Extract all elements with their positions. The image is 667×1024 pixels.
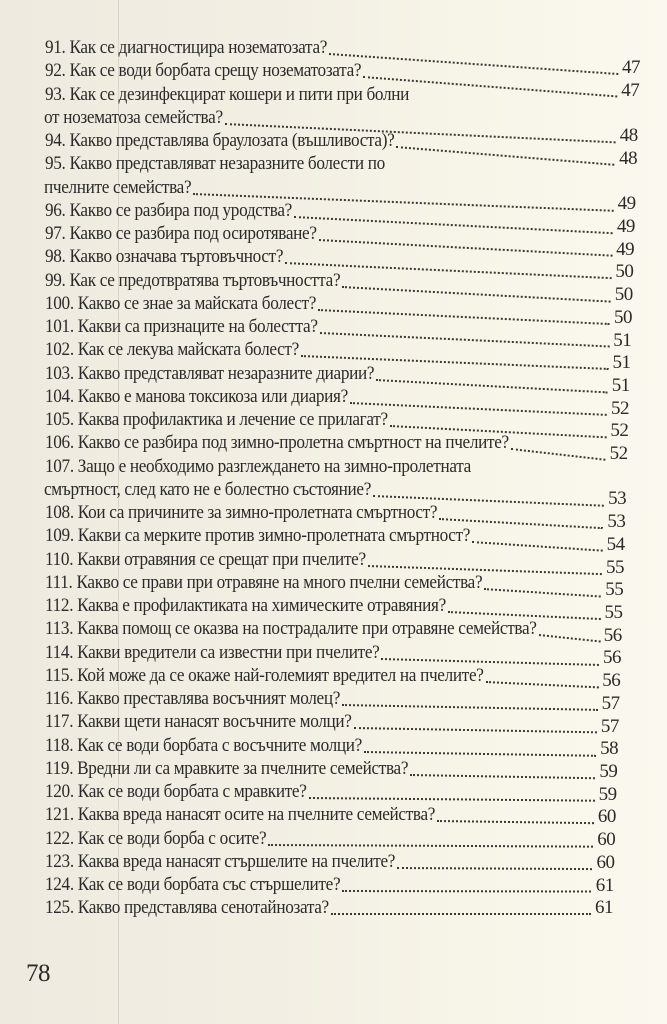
toc-entry-text: 120. Как се води борбата с мравките?: [45, 782, 307, 802]
toc-entry-title: [45, 688, 362, 710]
toc-entry-title: [45, 386, 371, 408]
dotted-leader: [342, 704, 598, 711]
toc-entry-title: [45, 223, 337, 245]
toc-page-number: 55: [605, 556, 624, 578]
dotted-leader: [354, 727, 597, 733]
toc-entry-text: 94. Какво представлява браулозата (въшливоста)?: [45, 131, 395, 151]
toc-page-number: 55: [605, 579, 624, 601]
dotted-leader: [396, 146, 615, 166]
toc-page-number: 50: [615, 261, 634, 283]
toc-entry-title: [45, 595, 476, 617]
page-number: 78: [26, 960, 50, 987]
toc-page-number: 48: [619, 125, 638, 147]
toc-entry-title: [45, 153, 411, 175]
toc-entry-text: 96. Какво се разбира под уродства?: [45, 200, 292, 221]
toc-entry-text: 97. Какво се разбира под осиротяване?: [45, 224, 317, 244]
toc-entry-text: 98. Какво означава търтовъчност?: [45, 247, 284, 268]
toc-entry-title: [45, 37, 348, 59]
toc-entry-title: [45, 339, 318, 361]
toc-entry-text: 93. Как се дезинфекцират кошери и пити при болни: [45, 84, 409, 105]
toc-entry-title: [45, 618, 574, 640]
toc-page-number: 52: [610, 420, 629, 442]
toc-entry-text: 123. Каква вреда нанасят стършелите на пчелите?: [45, 851, 396, 872]
dotted-leader: [342, 286, 611, 303]
toc-entry-text: 92. Как се води борбата срещу нозематозата?: [45, 61, 362, 82]
toc-entry-text: 121. Каква вреда нанасят осите на пчелните семейства?: [45, 805, 436, 826]
toc-entry-text: 113. Каква помощ се оказва на пострадалите при отравяне семейства?: [45, 619, 537, 640]
toc-page-number: 53: [608, 488, 627, 510]
toc-entry-text: 107. Защо е необходимо разглеждането на зимно-пролетната: [45, 456, 471, 477]
dotted-leader: [397, 867, 592, 870]
toc-entry-text: 105. Каква профилактика и лечение се прилагат?: [45, 410, 388, 430]
toc-entry-title-continued: [44, 479, 396, 501]
toc-entry-title-continued: [44, 177, 202, 199]
toc-page-number: 47: [621, 79, 640, 101]
toc-entry-title: [45, 363, 399, 385]
toc-entry-title: [45, 711, 375, 733]
toc-page-number: 48: [619, 147, 638, 169]
toc-entry-title-continued: [44, 107, 236, 129]
dotted-leader: [342, 890, 591, 893]
toc-entry-text: 95. Какво представляват незаразните болести по: [45, 154, 385, 175]
toc-entry-text: от нозематоза семейства?: [44, 107, 223, 128]
toc-page-number: 51: [611, 374, 630, 396]
toc-entry-text: 119. Вредни ли са мравките за пчелните семейства?: [45, 758, 409, 779]
toc-entry-text: 122. Как се води борба с осите?: [45, 828, 267, 849]
toc-entry-title: [45, 735, 386, 757]
toc-entry-title: [45, 270, 363, 292]
dotted-leader: [376, 379, 608, 393]
dotted-leader: [309, 797, 595, 802]
toc-page-number: 49: [616, 215, 635, 237]
toc-page-number: 61: [595, 897, 613, 919]
toc-entry-title: [45, 549, 390, 571]
toc-page-number: 54: [606, 533, 625, 555]
toc-page-number: 50: [614, 284, 633, 306]
toc-entry-title: [45, 851, 421, 873]
toc-page-number: 51: [612, 352, 631, 374]
toc-entry-text: 124. Как се води борбата със стършелите?: [45, 875, 341, 895]
dotted-leader: [294, 216, 613, 234]
toc-page-number: 59: [599, 760, 618, 782]
toc-entry-title: [45, 293, 336, 315]
toc-entry-text: 125. Какво представлява сенотайнозата?: [45, 898, 329, 919]
toc-entry-title: [45, 572, 515, 594]
toc-entry-text: 103. Какво представляват незаразните диарии?: [45, 363, 375, 384]
toc-entry-title: [45, 642, 405, 664]
toc-entry-text: смъртност, след като не е болестно състояние?: [44, 479, 372, 500]
toc-entry-title: [45, 60, 385, 82]
toc-page-number: 55: [604, 602, 623, 624]
toc-entry-title: [45, 84, 436, 106]
dotted-leader: [320, 332, 610, 348]
toc-entry-title: [45, 130, 421, 152]
toc-entry-text: 108. Кои са причините за зимно-пролетната смъртност?: [45, 503, 438, 523]
toc-page-number: 56: [603, 647, 622, 669]
dotted-leader: [364, 751, 596, 757]
toc-entry-title: [45, 409, 414, 431]
toc-entry-title: [45, 758, 436, 780]
toc-page-number: 51: [613, 329, 632, 351]
toc-page-number: 49: [617, 193, 636, 215]
toc-entry-title: [45, 502, 467, 524]
toc-page-number: 52: [611, 397, 630, 419]
toc-entry-title: [45, 200, 311, 222]
toc-page-number: 60: [596, 851, 615, 873]
toc-page-number: 58: [600, 738, 619, 760]
toc-entry-text: 91. Как се диагностицира нозематозата?: [45, 38, 328, 58]
toc-entry-title: [45, 316, 338, 338]
toc-entry-text: 117. Какви щети нанасят восъчните молци?: [45, 712, 352, 733]
toc-entry-text: 110. Какви отравяния се срещат при пчелите?: [45, 549, 366, 570]
toc-page-number: 60: [597, 806, 616, 828]
dotted-leader: [319, 239, 613, 257]
toc-entry-text: 114. Какви вредители са известни при пчелите?: [45, 642, 380, 663]
toc-entry-text: 116. Какво преставлява восъчният молец?: [45, 689, 341, 709]
toc-entry-text: 109. Какви са мерките против зимно-пролетната смъртност?: [45, 526, 471, 547]
toc-entry-title: [45, 804, 464, 826]
toc-entry-title: [45, 874, 362, 896]
toc-entry-title: [45, 781, 326, 803]
toc-entry-title: [45, 525, 502, 547]
toc-entry-text: пчелните семейства?: [44, 177, 192, 198]
toc-entry-text: 104. Какво е манова токсикоза или диария?: [45, 386, 348, 407]
dotted-leader: [331, 913, 591, 915]
toc-entry-text: 111. Какво се прави при отравяне на много пчелни семейства?: [45, 572, 483, 593]
dotted-leader: [268, 844, 593, 848]
toc-page-number: 50: [613, 306, 632, 328]
toc-entry-text: 99. Как се предотвратява търтовъчността?: [45, 270, 341, 291]
toc-entry-title: [45, 897, 350, 919]
toc-page-number: 60: [597, 829, 616, 851]
dotted-leader: [511, 448, 606, 461]
toc-entry-title: [45, 246, 301, 268]
toc-entry-text: 112. Каква е профилактиката на химическите отравяния?: [45, 596, 446, 616]
toc-page-number: 52: [609, 443, 628, 465]
toc-page-number: 56: [602, 670, 621, 692]
toc-entry-text: 118. Как се води борбата с восъчните молци?: [45, 735, 362, 756]
toc-entry-title: [45, 456, 503, 478]
toc-page-number: 57: [600, 715, 619, 737]
toc-page-number: 49: [616, 238, 635, 260]
toc-page-number: 56: [603, 624, 622, 646]
toc-entry-text: 115. Кой може да се окаже най-големият вредител на пчелите?: [45, 665, 484, 686]
toc-entry-text: 102. Как се лекува майската болест?: [45, 340, 299, 361]
toc-entry-text: 106. Какво се разбира под зимно-пролетна смъртност на пчелите?: [45, 433, 509, 454]
toc-page-number: 57: [601, 692, 620, 714]
dotted-leader: [318, 309, 610, 325]
toc-page-number: 47: [622, 57, 640, 78]
dotted-leader: [410, 774, 595, 779]
toc-entry-title: [45, 828, 283, 850]
toc-entry-title: [45, 432, 544, 454]
toc-page-number: 53: [607, 511, 626, 533]
toc-page-number: 61: [595, 874, 614, 896]
toc-entry-title: [45, 665, 517, 687]
toc-entry-text: 101. Какви са признаците на болестта?: [45, 317, 318, 337]
toc-page-number: 59: [598, 783, 617, 805]
toc-entry-text: 100. Какво се знае за майската болест?: [45, 293, 317, 314]
